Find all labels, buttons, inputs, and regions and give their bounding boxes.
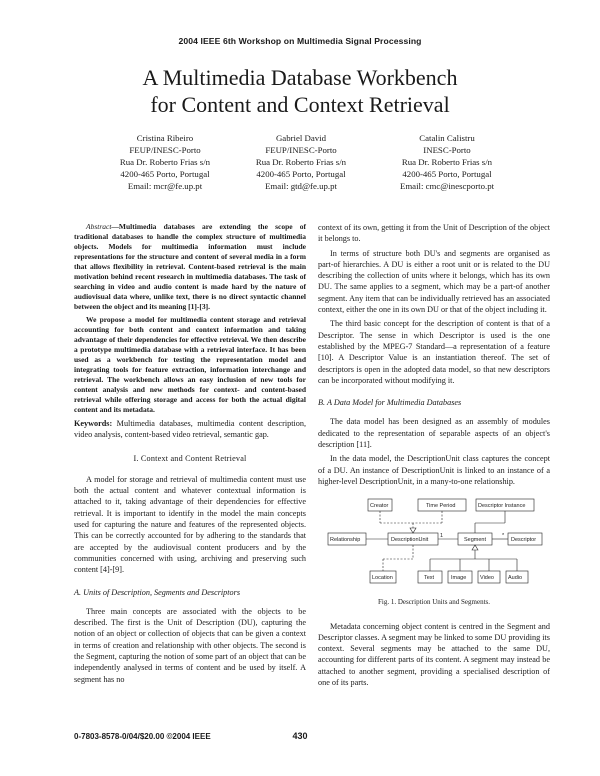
paper-title — [0, 64, 600, 118]
uml-figure — [318, 493, 550, 593]
descriptor-label: Descriptor — [511, 537, 537, 544]
abstract-paragraph-1 — [74, 222, 306, 312]
location-label: Location — [372, 575, 393, 582]
subsection-a-heading: A. Units of Description, Segments and Descriptors — [74, 587, 241, 597]
abstract-paragraph-2: We propose a model for multimedia content storage and retrieval accounting for both content and context information and taking advantage of their dependencies for effective retrieval. We then describe a prototype multimedia database with a retrieval interface. It has been used as a workbench for testing the representation model and integrating tools for feature extraction, information interchange and retrieval. The workbench allows an easy inclusion of new tools for content analysis and new methods for context- and content-based retrieval while offering storage and access for both the actual digital content and its metadata. — [74, 315, 306, 414]
figure-caption: Fig. 1. Description Units and Segments. — [378, 598, 490, 607]
author-city: 4200-465 Porto, Portugal — [402, 169, 492, 179]
author-city: 4200-465 Porto, Portugal — [120, 169, 210, 179]
time-period-label: Time Period — [426, 503, 456, 510]
author-address: Rua Dr. Roberto Frias s/n — [401, 157, 493, 167]
subsection-b-paragraph-1: The data model has been designed as an assembly of modules dedicated to the representation of separable aspects of an object's description [11]. — [318, 417, 550, 450]
author-city: 4200-465 Porto, Portugal — [256, 169, 346, 179]
author-email: Email: mcr@fe.up.pt — [127, 181, 203, 191]
creator-label: Creator — [370, 503, 389, 510]
author-name: Catalin Calistru — [419, 133, 475, 143]
subsection-b-paragraph-2: In the data model, the DescriptionUnit class captures the concept of a DU. An instance of DescriptionUnit is linked to an instance of a higher-level DescriptionUnit, in a many-to-one relationship. — [318, 454, 550, 486]
title-line-2: for Content and Context Retrieval — [150, 92, 450, 117]
subsection-a-paragraph-1-cont: context of its own, getting it from the Unit of Description of the object it belongs to. — [318, 223, 550, 244]
subsection-a-paragraph-3: The third basic concept for the description of content is that of a Descriptor. The sense in which Descriptor is used is the one established by the MPEG-7 Standard—a representation of a feature [10]. A Descriptor Value is an instantiation thereof. The set of descriptors is open in the adopted data model, so that new descriptors can be incorporated without modifying it. — [318, 319, 550, 385]
author-affiliation: FEUP/INESC-Porto — [265, 145, 337, 155]
subsection-a-paragraph-1: Three main concepts are associated with the objects to be described. The first is the Unit of Description (DU), capturing the notion of an object or collection of objects that can be given a context in terms of creation and relationship with other objects. The second is the Segment, capturing the notion of some part of an object that can be independently analysed in terms of content and be used by itself. A segment has no — [74, 606, 306, 684]
multiplicity-one: 1 — [440, 533, 444, 540]
text-label: Text — [424, 575, 435, 582]
abstract-text-1: —Multimedia databases are extending the scope of traditional databases to handle the complex structure of multimedia objects. Models for multimedia information must include representations for the structure and content of several media in a form that allows flexibility in retrieval. Content-based retrieval is the main motivation behind recent research in multimedia databases. The task of searching in video and audio content is made hard by the nature of audiovisual data where, unlike text, there is no direct syntactic channel between the object and its meaning [1]-[3]. — [74, 222, 306, 311]
section-1-heading: I. Context and Content Retrieval — [133, 453, 247, 463]
abstract-label: Abstract — [86, 222, 112, 231]
right-column — [318, 222, 550, 691]
title-line-1: A Multimedia Database Workbench — [142, 65, 458, 90]
author-name: Gabriel David — [275, 133, 327, 143]
uml-diagram — [318, 493, 550, 593]
segment-label: Segment — [464, 537, 487, 544]
author-name: Cristina Ribeiro — [136, 133, 194, 143]
left-column — [74, 222, 306, 688]
conference-header: 2004 IEEE 6th Workshop on Multimedia Signal Processing — [178, 36, 422, 46]
subsection-a-paragraph-2: In terms of structure both DU's and segments are organised as part-of hierarchies. A DU is either a root unit or is related to the DU describing the collection of units where it belongs, which has its own DU. The same applies to a segment, which may be a part-of another segment. Any item that can be individually retrieved has an associated context, either the one in its own DU or that of the object including it. — [318, 248, 550, 315]
author-address: Rua Dr. Roberto Frias s/n — [119, 157, 211, 167]
continuation-paragraph: Metadata concerning object content is centred in the Segment and Descriptor classes. A segment may be linked to some DU providing its context. Several segments may be attached to the same DU, accounting for different parts of its content. A segment may instead be attached to another segment, providing a specialised description of one of its parts. — [318, 621, 550, 688]
author-affiliation: FEUP/INESC-Porto — [129, 145, 201, 155]
subsection-b-heading: B. A Data Model for Multimedia Databases — [318, 398, 462, 408]
audio-label: Audio — [508, 575, 523, 582]
author-address: Rua Dr. Roberto Frias s/n — [255, 157, 347, 167]
author-block-2 — [216, 132, 386, 192]
author-affiliation: INESC-Porto — [423, 145, 471, 155]
image-label: Image — [451, 575, 467, 582]
keywords-label: Keywords: — [74, 419, 113, 428]
multiplicity-many: * — [502, 533, 505, 540]
footer-isbn: 0-7803-8578-0/04/$20.00 ©2004 IEEE — [74, 732, 211, 741]
section-1-paragraph: A model for storage and retrieval of multimedia content must use both the actual content and whatever contextual information is attached to it, taking advantage of their dependencies for effective retrieval. It is important to identify in the model the main concepts used for capturing the nature and features of the represented objects. This can be correctly accounted for by adhering to the standards that are accepted by the audiovisual content producers and by the communities concerned with using, archiving and preserving such content [4]-[9]. — [74, 474, 306, 575]
keywords — [74, 418, 306, 441]
author-email: Email: gtd@fe.up.pt — [265, 181, 337, 191]
keywords-text: Multimedia databases, multimedia content description, video analysis, content-based video retrieval, semantic gap. — [74, 419, 306, 440]
description-unit-label: DescriptionUnit — [391, 537, 429, 544]
descriptor-instance-label: Descriptor Instance — [478, 503, 526, 510]
author-block-3 — [362, 132, 532, 192]
author-email: Email: cmc@inescporto.pt — [399, 181, 495, 191]
video-label: Video — [480, 575, 494, 582]
relationship-label: Relationship — [330, 537, 361, 544]
page-number: 430 — [292, 731, 308, 741]
